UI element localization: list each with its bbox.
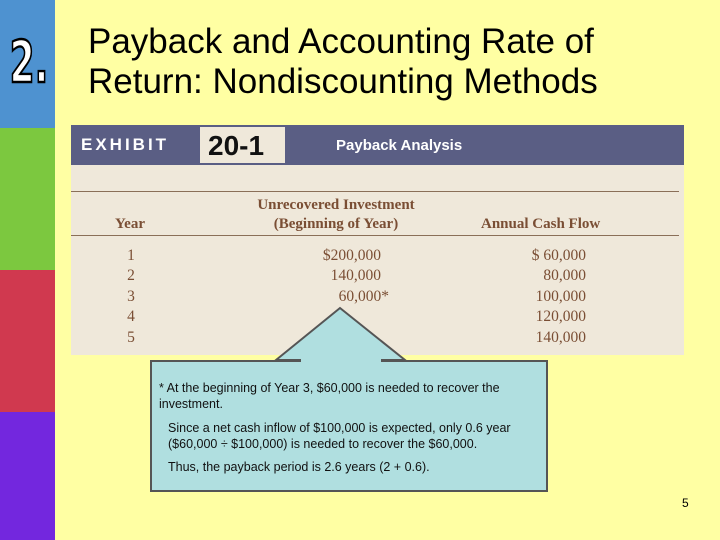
table-cell-cash-flow: 100,000 [535,287,586,305]
page-number: 5 [682,496,689,510]
table-cell-cash-flow: 80,000 [543,267,586,285]
callout-note-2: Since a net cash inflow of $100,000 is expected, only 0.6 year ($60,000 ÷ $100,000) is needed to recover the $60,000. [168,421,511,451]
slide-title: Payback and Accounting Rate of Return: Nondiscounting Methods [88,22,598,101]
callout-box [150,360,548,492]
table-cell-cash-flow: $ 60,000 [531,247,586,264]
table-cell-unrecovered: $200,000 [322,247,381,264]
table-cell-year: 2 [127,267,135,285]
table-cell-cash-flow: 120,000 [535,308,586,326]
header-cash-flow: Annual Cash Flow [481,216,601,232]
table-cell-cash-flow: 140,000 [535,328,586,346]
exhibit-number: 20-1 [208,130,265,161]
callout-note-3: Thus, the payback period is 2.6 years (2 + 0.6). [168,460,430,474]
header-year: Year [115,216,145,232]
table-cell-year: 5 [127,328,135,346]
section-number: 2. [9,30,49,96]
table-cell-year: 1 [127,247,135,264]
callout-arrow-head [276,308,405,362]
table-cell-unrecovered: 60,000* [338,287,389,305]
exhibit-label: EXHIBIT [81,135,170,154]
table-cell-year: 3 [127,287,135,305]
callout-note-1: * At the beginning of Year 3, $60,000 is needed to recover the investment. [159,381,500,411]
header-unrecovered: Unrecovered Investment (Beginning of Year) [257,197,415,232]
table-cell-unrecovered: 140,000 [330,267,381,285]
table-cell-year: 4 [127,308,135,326]
exhibit-caption: Payback Analysis [336,137,463,154]
